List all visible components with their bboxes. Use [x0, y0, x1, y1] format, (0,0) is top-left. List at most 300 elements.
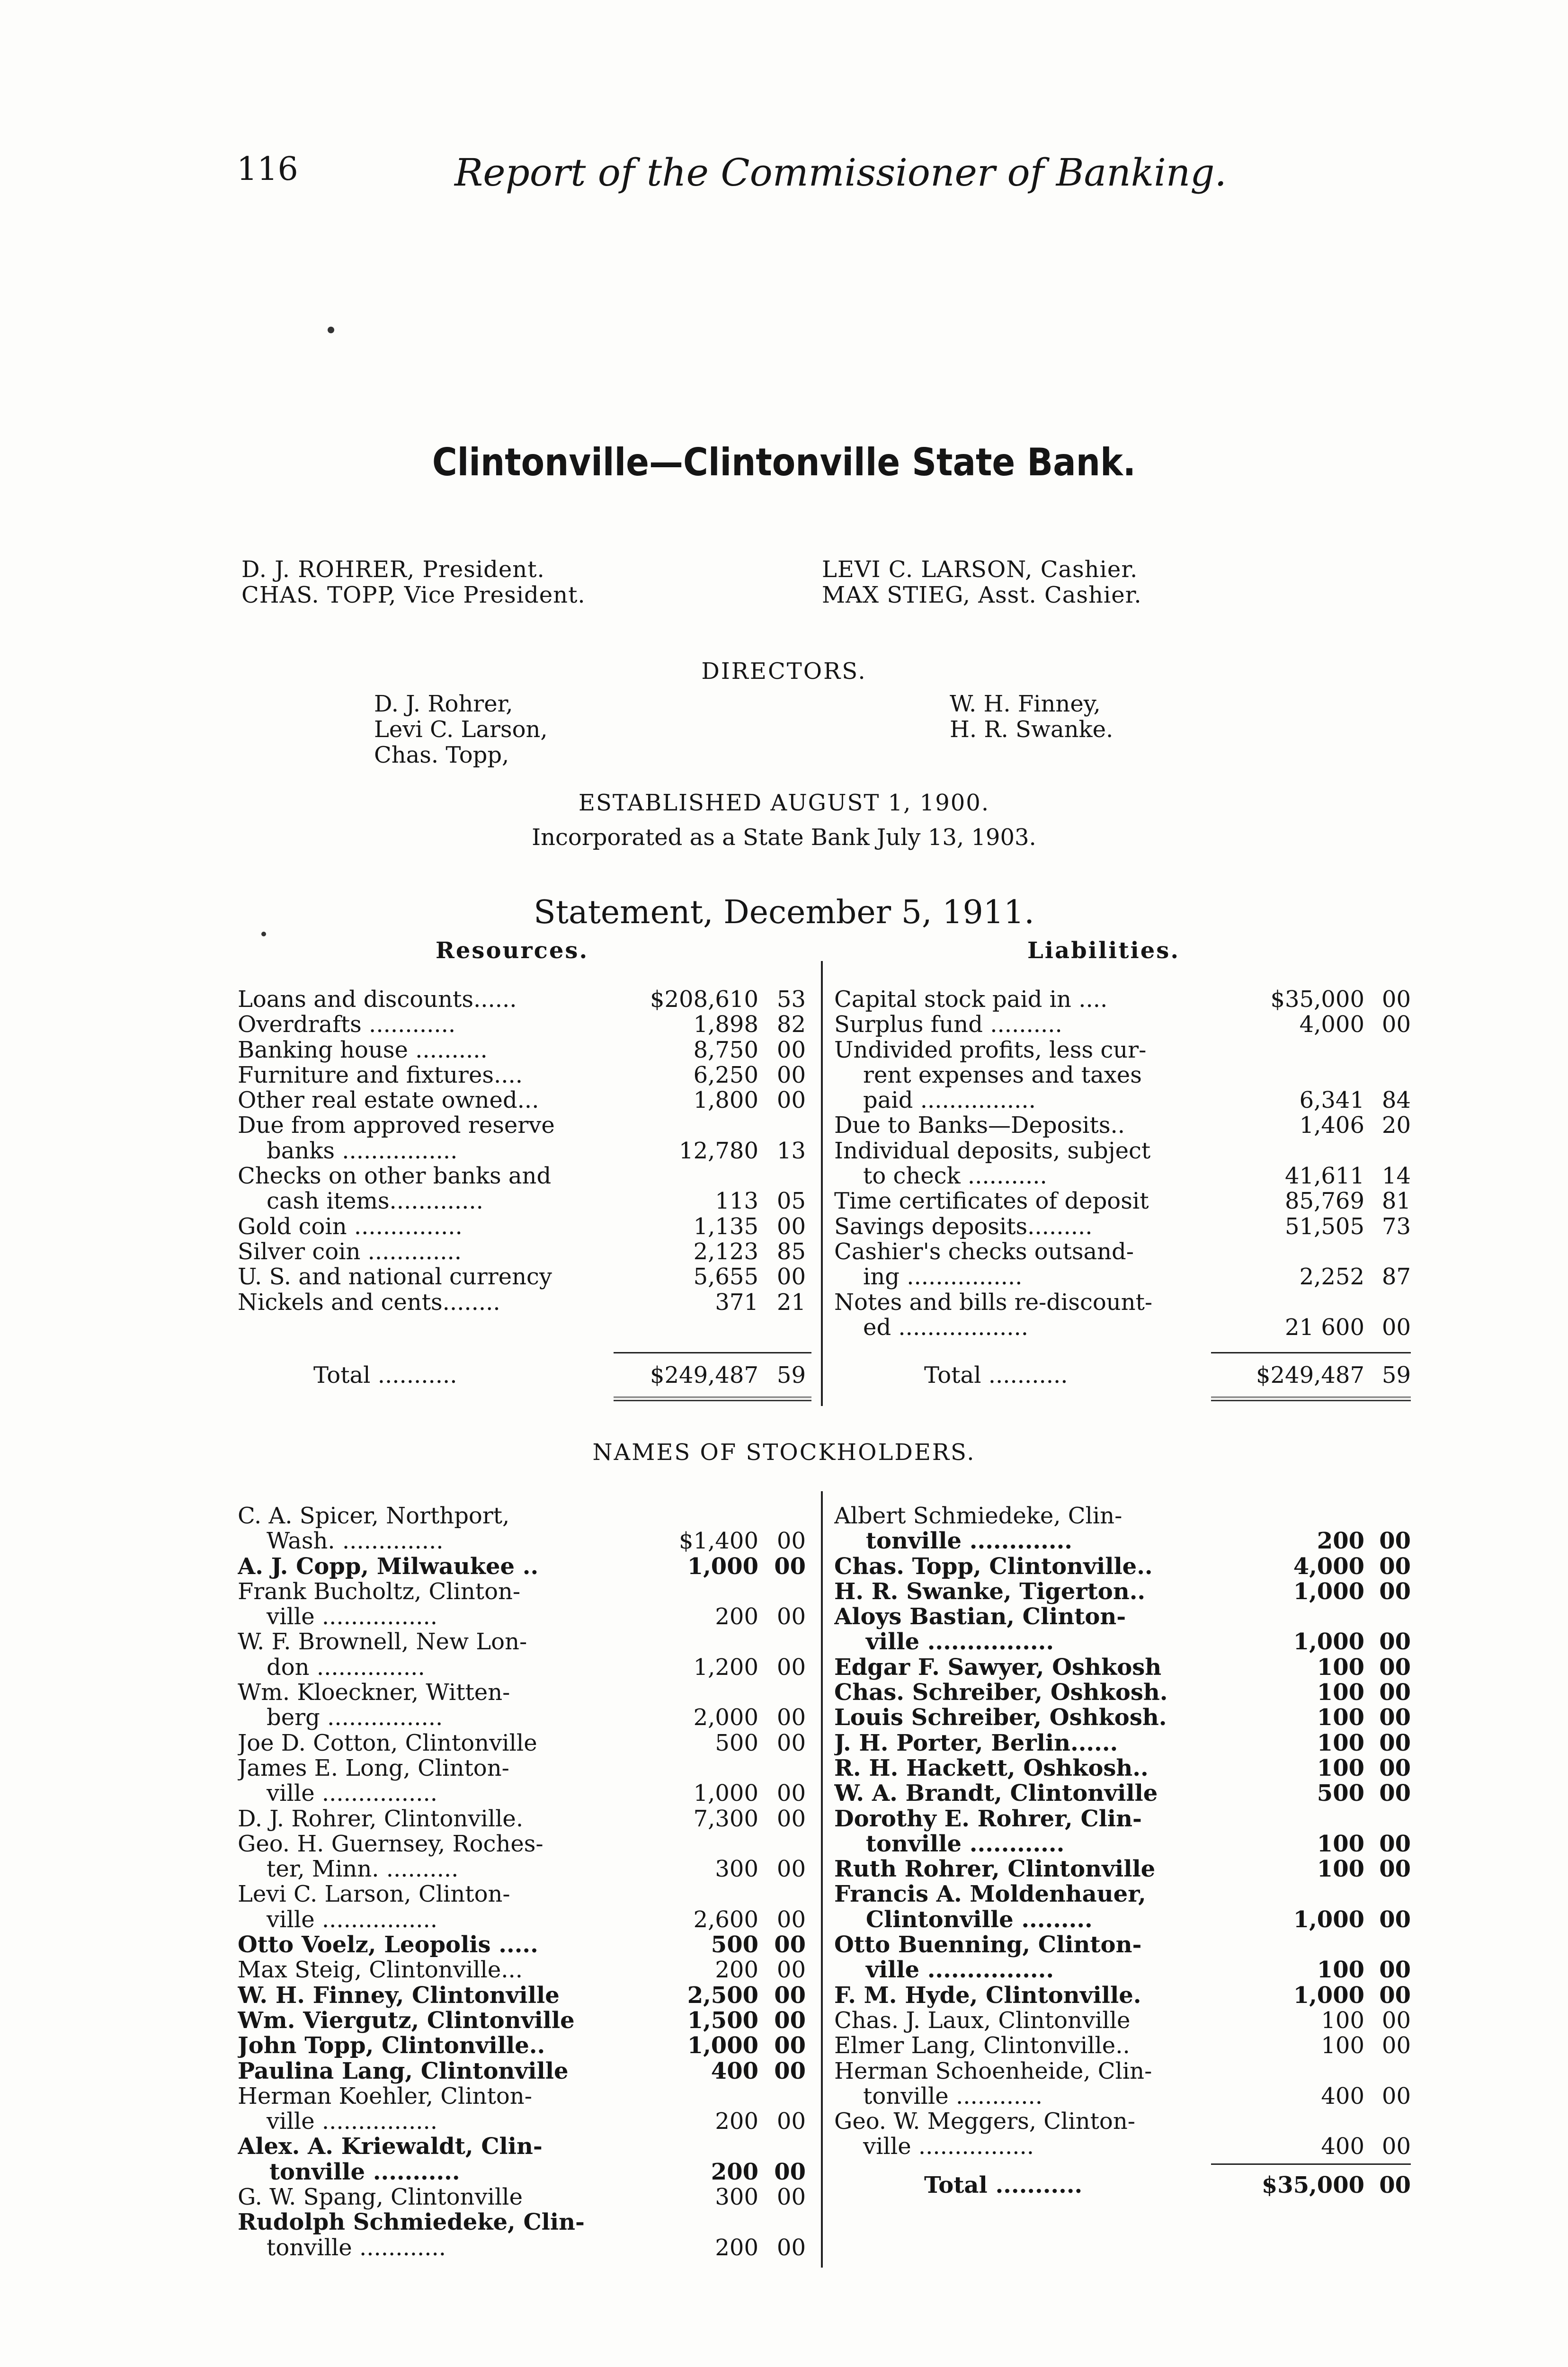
ledger-row-cents: 00 [776, 1213, 806, 1240]
stockholder-row-dollars: 100 [1317, 1754, 1364, 1781]
stockholder-row [238, 1857, 811, 1882]
statement-divider [821, 961, 823, 1406]
ledger-row-label: Banking house .......... [238, 1037, 488, 1063]
stockholders-right-table [834, 1504, 1411, 2160]
stockholder-row-cents: 00 [1379, 1957, 1411, 1984]
stockholders-divider [821, 1491, 823, 2268]
ledger-row [238, 1088, 811, 1113]
ledger-row-cents: 21 [776, 1289, 806, 1316]
stockholder-row [238, 1579, 811, 1604]
stockholder-row-dollars: 100 [1317, 1679, 1364, 1706]
ledger-row-dollars: 8,750 [693, 1036, 758, 1063]
ledger-row-dollars: 21 600 [1285, 1314, 1364, 1341]
stockholder-row [238, 2033, 811, 2058]
ledger-row [834, 987, 1411, 1012]
stockholder-row-cents: 00 [1381, 2082, 1411, 2109]
stockholder-row-dollars: 100 [1317, 1856, 1364, 1883]
total-label: Total ........... [924, 1363, 1068, 1388]
stockholder-row-label: H. R. Swanke, Tigerton.. [834, 1579, 1146, 1605]
ledger-row-cents: 00 [1381, 986, 1411, 1013]
ledger-row-cents: 00 [776, 1087, 806, 1114]
stockholder-row-dollars: 100 [1321, 2007, 1364, 2034]
stockholder-row-label: ville ................ [238, 1604, 437, 1630]
stockholder-row [238, 1731, 811, 1756]
ledger-row [834, 1214, 1411, 1239]
stockholder-row-dollars: 200 [715, 2108, 758, 2135]
page-number: 116 [237, 151, 298, 188]
officer-president: D. J. ROHRER, President. [241, 556, 545, 583]
stockholder-row [834, 1907, 1411, 1932]
stockholder-row-dollars: 200 [1317, 1528, 1364, 1555]
ledger-row-cents: 73 [1381, 1213, 1411, 1240]
stockholder-row-cents: 00 [1379, 1780, 1411, 1807]
stockholder-row-cents: 00 [776, 1729, 806, 1756]
liabilities-total-rule [1211, 1352, 1411, 1353]
ledger-row-cents: 82 [776, 1011, 806, 1038]
stockholder-row-label: Wm. Kloeckner, Witten- [238, 1680, 510, 1706]
stockholder-row [238, 1932, 811, 1958]
stockholder-row-dollars: 400 [1321, 2082, 1364, 2109]
stockholder-row [834, 1958, 1411, 1983]
stockholder-row [834, 1932, 1411, 1958]
stockholder-row-dollars: 400 [1321, 2133, 1364, 2160]
total-row [238, 1363, 811, 1388]
ledger-row-dollars: 1,406 [1299, 1112, 1364, 1139]
ledger-row [834, 1113, 1411, 1138]
stockholder-row-label: ville ................ [834, 1629, 1054, 1655]
ledger-row-label: Checks on other banks and [238, 1164, 552, 1189]
stockholder-row-label: G. W. Spang, Clintonville [238, 2185, 523, 2210]
stockholder-row [238, 1983, 811, 2008]
ledger-row [238, 1290, 811, 1315]
ledger-row-dollars: 2,123 [693, 1238, 758, 1265]
stockholder-row [238, 1604, 811, 1629]
stockholder-row-dollars: 2,600 [693, 1906, 758, 1933]
ledger-row-label: rent expenses and taxes [834, 1062, 1142, 1088]
ledger-row-dollars: 51,505 [1285, 1213, 1364, 1240]
stockholder-row-cents: 00 [774, 2032, 806, 2059]
ledger-row [238, 987, 811, 1012]
ledger-row [834, 1012, 1411, 1037]
stockholder-row-label: Alex. A. Kriewaldt, Clin- [238, 2134, 543, 2160]
stockholder-row-dollars: 1,500 [687, 2007, 758, 2034]
stockholder-row [238, 1554, 811, 1579]
stockholder-row-dollars: 100 [1317, 1729, 1364, 1756]
stockholder-row-cents: 00 [1379, 1553, 1411, 1580]
stockholder-row-label: J. H. Porter, Berlin...... [834, 1730, 1118, 1756]
stockholders-left-table [238, 1504, 811, 2260]
stockholder-row-dollars: $1,400 [679, 1528, 758, 1555]
stockholder-row [238, 1504, 811, 1529]
ledger-row-label: ed .................. [834, 1315, 1029, 1341]
stockholder-row-label: W. F. Brownell, New Lon- [238, 1629, 527, 1655]
stockholder-row-dollars: 400 [711, 2057, 758, 2084]
ledger-row [834, 1139, 1411, 1164]
ledger-row [834, 1063, 1411, 1088]
established-line: ESTABLISHED AUGUST 1, 1900. [578, 790, 990, 816]
stockholder-row-dollars: 2,500 [687, 1982, 758, 2009]
ledger-row-label: Silver coin ............. [238, 1239, 462, 1265]
stockholders-heading: NAMES OF STOCKHOLDERS. [592, 1439, 976, 1466]
stockholder-row-label: Aloys Bastian, Clinton- [834, 1604, 1126, 1630]
stockholder-row-cents: 00 [1379, 1528, 1411, 1555]
ledger-row [834, 1264, 1411, 1290]
stockholder-row [834, 1882, 1411, 1907]
stockholder-row-cents: 00 [1379, 1830, 1411, 1857]
stockholder-row-label: Chas. Topp, Clintonville.. [834, 1554, 1153, 1579]
ledger-row-label: to check ........... [834, 1164, 1047, 1189]
stockholder-row [238, 2084, 811, 2109]
stockholder-row-label: Otto Voelz, Leopolis ..... [238, 1932, 538, 1958]
ledger-row-label: Nickels and cents........ [238, 1290, 500, 1315]
ledger-row-cents: 00 [1381, 1314, 1411, 1341]
ledger-row-label: U. S. and national currency [238, 1264, 552, 1290]
stockholder-row [834, 1756, 1411, 1781]
director-name: Chas. Topp, [374, 742, 509, 768]
ledger-row [238, 1038, 811, 1063]
ledger-row-dollars: 1,898 [693, 1011, 758, 1038]
ledger-row-label: Due from approved reserve [238, 1113, 555, 1139]
stockholder-row-label: Wash. .............. [238, 1529, 444, 1554]
stockholder-row-label: Frank Bucholtz, Clinton- [238, 1579, 521, 1605]
stockholder-row-label: tonville ........... [238, 2159, 460, 2185]
stockholder-row-label: Elmer Lang, Clintonville.. [834, 2033, 1130, 2059]
stockholder-row [238, 2059, 811, 2084]
ledger-row-label: banks ................ [238, 1138, 458, 1164]
ledger-row-dollars: 113 [715, 1188, 758, 1215]
stockholder-row-label: Herman Koehler, Clinton- [238, 2083, 532, 2109]
stockholder-row-label: Herman Schoenheide, Clin- [834, 2058, 1152, 2084]
ledger-row [238, 1214, 811, 1239]
stockholder-row-cents: 00 [1379, 1754, 1411, 1781]
ledger-row-cents: 87 [1381, 1264, 1411, 1290]
stockholder-row-cents: 00 [1381, 2133, 1411, 2160]
stockholder-row [238, 1655, 811, 1680]
stockholder-row-cents: 00 [776, 2234, 806, 2261]
ledger-row [238, 1189, 811, 1214]
resources-total-rule [614, 1352, 811, 1353]
stockholder-row-cents: 00 [776, 1957, 806, 1984]
stockholder-row-cents: 00 [1379, 1729, 1411, 1756]
stockholder-row-dollars: 1,000 [693, 1780, 758, 1807]
stockholder-row-cents: 00 [1381, 2032, 1411, 2059]
ledger-row-label: Gold coin ............... [238, 1214, 463, 1239]
stockholder-row-label: Levi C. Larson, Clinton- [238, 1882, 510, 1907]
stockholder-row-label: Max Steig, Clintonville... [238, 1958, 523, 1983]
ledger-row [238, 1164, 811, 1189]
stockholder-row-dollars: 300 [715, 1856, 758, 1883]
total-label: Total ........... [924, 2173, 1083, 2198]
stockholder-row-dollars: 1,000 [1293, 1906, 1364, 1933]
total-cents: 59 [776, 1362, 806, 1388]
total-dollars: $249,487 [1256, 1362, 1364, 1388]
directors-right [950, 691, 1113, 742]
stockholder-row [834, 1504, 1411, 1529]
stockholder-row-dollars: 1,000 [1293, 1982, 1364, 2009]
ledger-row-dollars: 2,252 [1299, 1264, 1364, 1290]
stockholder-row-dollars: 200 [715, 2234, 758, 2261]
ledger-row-dollars: 6,250 [693, 1061, 758, 1088]
ledger-row [238, 1113, 811, 1138]
ledger-row-cents: 84 [1381, 1087, 1411, 1114]
stockholder-row [238, 1629, 811, 1655]
stockholder-row-cents: 00 [776, 1654, 806, 1681]
stockholder-row-label: Louis Schreiber, Oshkosh. [834, 1705, 1167, 1731]
stockholder-row-cents: 00 [776, 1856, 806, 1883]
stockholder-row [834, 1579, 1411, 1604]
stockholder-row-label: Otto Buenning, Clinton- [834, 1932, 1142, 1958]
stockholder-row-label: Wm. Viergutz, Clintonville [238, 2008, 575, 2034]
stockholder-row [834, 1857, 1411, 1882]
stockholder-row-cents: 00 [774, 2007, 806, 2034]
stockholder-row-label: ter, Minn. .......... [238, 1857, 459, 1882]
stockholder-row [834, 1832, 1411, 1857]
stockholder-row-cents: 00 [1379, 1704, 1411, 1731]
stockholder-row-cents: 00 [774, 1553, 806, 1580]
statement-title: Statement, December 5, 1911. [534, 894, 1034, 931]
ledger-row-label: Furniture and fixtures.... [238, 1062, 523, 1088]
stockholder-row [834, 1680, 1411, 1705]
stockholder-row-cents: 00 [776, 1906, 806, 1933]
ledger-row-cents: 81 [1381, 1188, 1411, 1215]
ledger-row-label: Overdrafts ............ [238, 1012, 456, 1038]
stockholder-row-cents: 00 [776, 1805, 806, 1832]
ledger-row-dollars: 1,135 [693, 1213, 758, 1240]
stockholder-row [834, 2134, 1411, 2159]
stockholder-row-label: ville ................ [238, 2109, 437, 2135]
director-name: H. R. Swanke. [950, 716, 1114, 743]
stockholder-row [238, 1756, 811, 1781]
stockholder-row [834, 2109, 1411, 2134]
stockholder-row-cents: 00 [1379, 1679, 1411, 1706]
bank-title: Clintonville—Clintonville State Bank. [432, 440, 1136, 484]
stockholder-row-dollars: 1,000 [1293, 1628, 1364, 1655]
resources-table [238, 987, 811, 1315]
stockholder-row-cents: 00 [1379, 1654, 1411, 1681]
stockholder-row-cents: 00 [776, 1780, 806, 1807]
stockholder-row-dollars: 100 [1317, 1654, 1364, 1681]
total-row [834, 2173, 1411, 2198]
ledger-row [238, 1012, 811, 1037]
stockholder-row-label: R. H. Hackett, Oshkosh.. [834, 1755, 1149, 1781]
stockholder-row [834, 1554, 1411, 1579]
stockholder-row-label: C. A. Spicer, Northport, [238, 1504, 510, 1529]
total-dollars: $35,000 [1261, 2172, 1364, 2198]
ledger-row-label: Due to Banks—Deposits.. [834, 1113, 1125, 1139]
stockholder-row [238, 1680, 811, 1705]
stockholder-row-label: W. A. Brandt, Clintonville [834, 1781, 1158, 1806]
officer-vice-president: CHAS. TOPP, Vice President. [241, 582, 586, 608]
ledger-row-cents: 14 [1381, 1163, 1411, 1190]
stockholder-row [238, 2160, 811, 2185]
ledger-row-dollars: $35,000 [1270, 986, 1364, 1013]
stockholder-row-label: tonville ............. [834, 1529, 1073, 1554]
stockholder-row-dollars: 300 [715, 2184, 758, 2211]
ledger-row-dollars: 371 [715, 1289, 758, 1316]
stockholder-row-label: berg ................ [238, 1705, 443, 1731]
stockholder-row-label: John Topp, Clintonville.. [238, 2033, 545, 2059]
stockholder-row-label: Ruth Rohrer, Clintonville [834, 1857, 1156, 1882]
ledger-row-dollars: 41,611 [1285, 1163, 1364, 1190]
stockholder-row-dollars: 500 [1317, 1780, 1364, 1807]
ledger-row [834, 1189, 1411, 1214]
ledger-row-cents: 00 [1381, 1011, 1411, 1038]
resources-total [238, 1363, 811, 1388]
stockholder-row-dollars: 100 [1321, 2032, 1364, 2059]
ledger-row-dollars: 5,655 [693, 1264, 758, 1290]
liabilities-heading: Liabilities. [1027, 937, 1180, 964]
ledger-row-dollars: 12,780 [679, 1137, 758, 1164]
stockholder-row [834, 1705, 1411, 1730]
stockholder-row-cents: 00 [1379, 1856, 1411, 1883]
total-cents: 00 [1379, 2172, 1411, 2198]
stockholder-row-label: W. H. Finney, Clintonville [238, 1983, 560, 2008]
stockholder-row [238, 1529, 811, 1554]
stockholder-row-dollars: 1,000 [687, 2032, 758, 2059]
print-speck [328, 327, 334, 333]
liabilities-total [834, 1363, 1411, 1388]
stockholder-row-label: tonville ............ [834, 1831, 1065, 1857]
ledger-row [834, 1088, 1411, 1113]
ledger-row-label: Notes and bills re-discount- [834, 1290, 1153, 1315]
stockholder-row-label: Albert Schmiedeke, Clin- [834, 1504, 1123, 1529]
stockholder-row [834, 1983, 1411, 2008]
ledger-row-label: Surplus fund .......... [834, 1012, 1062, 1038]
ledger-row-cents: 00 [776, 1061, 806, 1088]
stockholders-total-rule [1211, 2163, 1411, 2165]
stockholder-row-dollars: 100 [1317, 1830, 1364, 1857]
stockholder-row-cents: 00 [774, 1982, 806, 2009]
stockholder-row-label: D. J. Rohrer, Clintonville. [238, 1806, 524, 1832]
stockholder-row-cents: 00 [1381, 2007, 1411, 2034]
stockholder-row [834, 2008, 1411, 2033]
ledger-row-label: Cashier's checks outsand- [834, 1239, 1134, 1265]
ledger-row [834, 1315, 1411, 1340]
stockholder-row [238, 2235, 811, 2260]
stockholder-row-label: Geo. W. Meggers, Clinton- [834, 2109, 1135, 2135]
stockholder-row [834, 1629, 1411, 1655]
stockholder-row-dollars: 1,000 [1293, 1578, 1364, 1605]
director-name: Levi C. Larson, [374, 716, 548, 743]
ledger-row [238, 1239, 811, 1264]
resources-heading: Resources. [436, 937, 589, 964]
stockholder-row-cents: 00 [776, 2108, 806, 2135]
ledger-row-label: Loans and discounts...... [238, 987, 517, 1013]
liabilities-double-rule [1211, 1397, 1411, 1401]
ledger-row-label: Other real estate owned... [238, 1088, 539, 1113]
stockholder-row [834, 1806, 1411, 1832]
total-label: Total ........... [313, 1363, 457, 1388]
stockholder-row-dollars: 1,000 [687, 1553, 758, 1580]
stockholder-row [238, 2185, 811, 2210]
stockholder-row-label: ville ................ [238, 1907, 437, 1933]
stockholder-row-label: Clintonville ......... [834, 1907, 1093, 1933]
director-name: D. J. Rohrer, [374, 691, 513, 717]
stockholder-row [238, 2210, 811, 2235]
stockholder-row-label: don ............... [238, 1655, 425, 1681]
ledger-row [238, 1264, 811, 1290]
stockholder-row-cents: 00 [1379, 1628, 1411, 1655]
stockholder-row [834, 1781, 1411, 1806]
stockholder-row [834, 2059, 1411, 2084]
stockholder-row-dollars: 7,300 [693, 1805, 758, 1832]
stockholder-row-label: Rudolph Schmiedeke, Clin- [238, 2210, 585, 2235]
stockholder-row-cents: 00 [774, 2057, 806, 2084]
liabilities-table [834, 987, 1411, 1340]
stockholder-row-cents: 00 [1379, 1578, 1411, 1605]
stockholder-row-label: Chas. J. Laux, Clintonville [834, 2008, 1131, 2034]
stockholder-row-cents: 00 [774, 2158, 806, 2185]
ledger-row-dollars: 6,341 [1299, 1087, 1364, 1114]
print-speck [261, 932, 266, 936]
stockholder-row-label: ville ................ [834, 2134, 1034, 2160]
ledger-row-label: Time certificates of deposit [834, 1189, 1149, 1214]
stockholder-row [238, 2134, 811, 2159]
director-name: W. H. Finney, [950, 691, 1101, 717]
stockholder-row [834, 1529, 1411, 1554]
stockholders-total [834, 2173, 1411, 2198]
ledger-row-label: Capital stock paid in .... [834, 987, 1108, 1013]
stockholder-row-dollars: 500 [711, 1931, 758, 1958]
total-row [834, 1363, 1411, 1388]
stockholder-row-dollars: 200 [715, 1603, 758, 1630]
ledger-row-label: cash items............. [238, 1189, 483, 1214]
stockholder-row-label: Joe D. Cotton, Clintonville [238, 1730, 537, 1756]
ledger-row-cents: 85 [776, 1238, 806, 1265]
stockholder-row-label: tonville ............ [834, 2083, 1043, 2109]
stockholder-row-label: Francis A. Moldenhauer, [834, 1882, 1146, 1907]
total-cents: 59 [1381, 1362, 1411, 1388]
stockholder-row-label: ville ................ [834, 1958, 1054, 1983]
resources-double-rule [614, 1397, 811, 1401]
stockholder-row-label: A. J. Copp, Milwaukee .. [238, 1554, 539, 1579]
stockholder-row [834, 1655, 1411, 1680]
ledger-row-label: Savings deposits......... [834, 1214, 1093, 1239]
stockholder-row [238, 1832, 811, 1857]
stockholder-row-label: Chas. Schreiber, Oshkosh. [834, 1680, 1168, 1706]
stockholder-row-dollars: 1,200 [693, 1654, 758, 1681]
ledger-row-label: paid ................ [834, 1088, 1036, 1113]
stockholder-row [834, 1731, 1411, 1756]
ledger-row-label: Individual deposits, subject [834, 1138, 1151, 1164]
stockholder-row-label: F. M. Hyde, Clintonville. [834, 1983, 1141, 2008]
stockholder-row [238, 1781, 811, 1806]
ledger-row-cents: 53 [776, 986, 806, 1013]
stockholder-row [238, 1907, 811, 1932]
stockholder-row-dollars: 200 [715, 1957, 758, 1984]
stockholder-row-cents: 00 [776, 1603, 806, 1630]
ledger-row-dollars: 85,769 [1285, 1188, 1364, 1215]
ledger-row-cents: 20 [1381, 1112, 1411, 1139]
stockholder-row-dollars: 100 [1317, 1957, 1364, 1984]
stockholder-row [238, 1806, 811, 1832]
ledger-row [238, 1063, 811, 1088]
ledger-row [834, 1038, 1411, 1063]
ledger-row [238, 1139, 811, 1164]
stockholder-row-label: Edgar F. Sawyer, Oshkosh [834, 1655, 1162, 1681]
stockholder-row [238, 1958, 811, 1983]
directors-left [374, 691, 548, 768]
stockholder-row-cents: 00 [1379, 1982, 1411, 2009]
ledger-row-cents: 00 [776, 1264, 806, 1290]
ledger-row-label: Undivided profits, less cur- [834, 1037, 1147, 1063]
directors-heading: DIRECTORS. [701, 658, 867, 685]
ledger-row [834, 1164, 1411, 1189]
stockholder-row-label: Dorothy E. Rohrer, Clin- [834, 1806, 1142, 1832]
stockholder-row-label: ville ................ [238, 1781, 437, 1806]
stockholder-row-label: Geo. H. Guernsey, Roches- [238, 1831, 543, 1857]
ledger-row-cents: 00 [776, 1036, 806, 1063]
